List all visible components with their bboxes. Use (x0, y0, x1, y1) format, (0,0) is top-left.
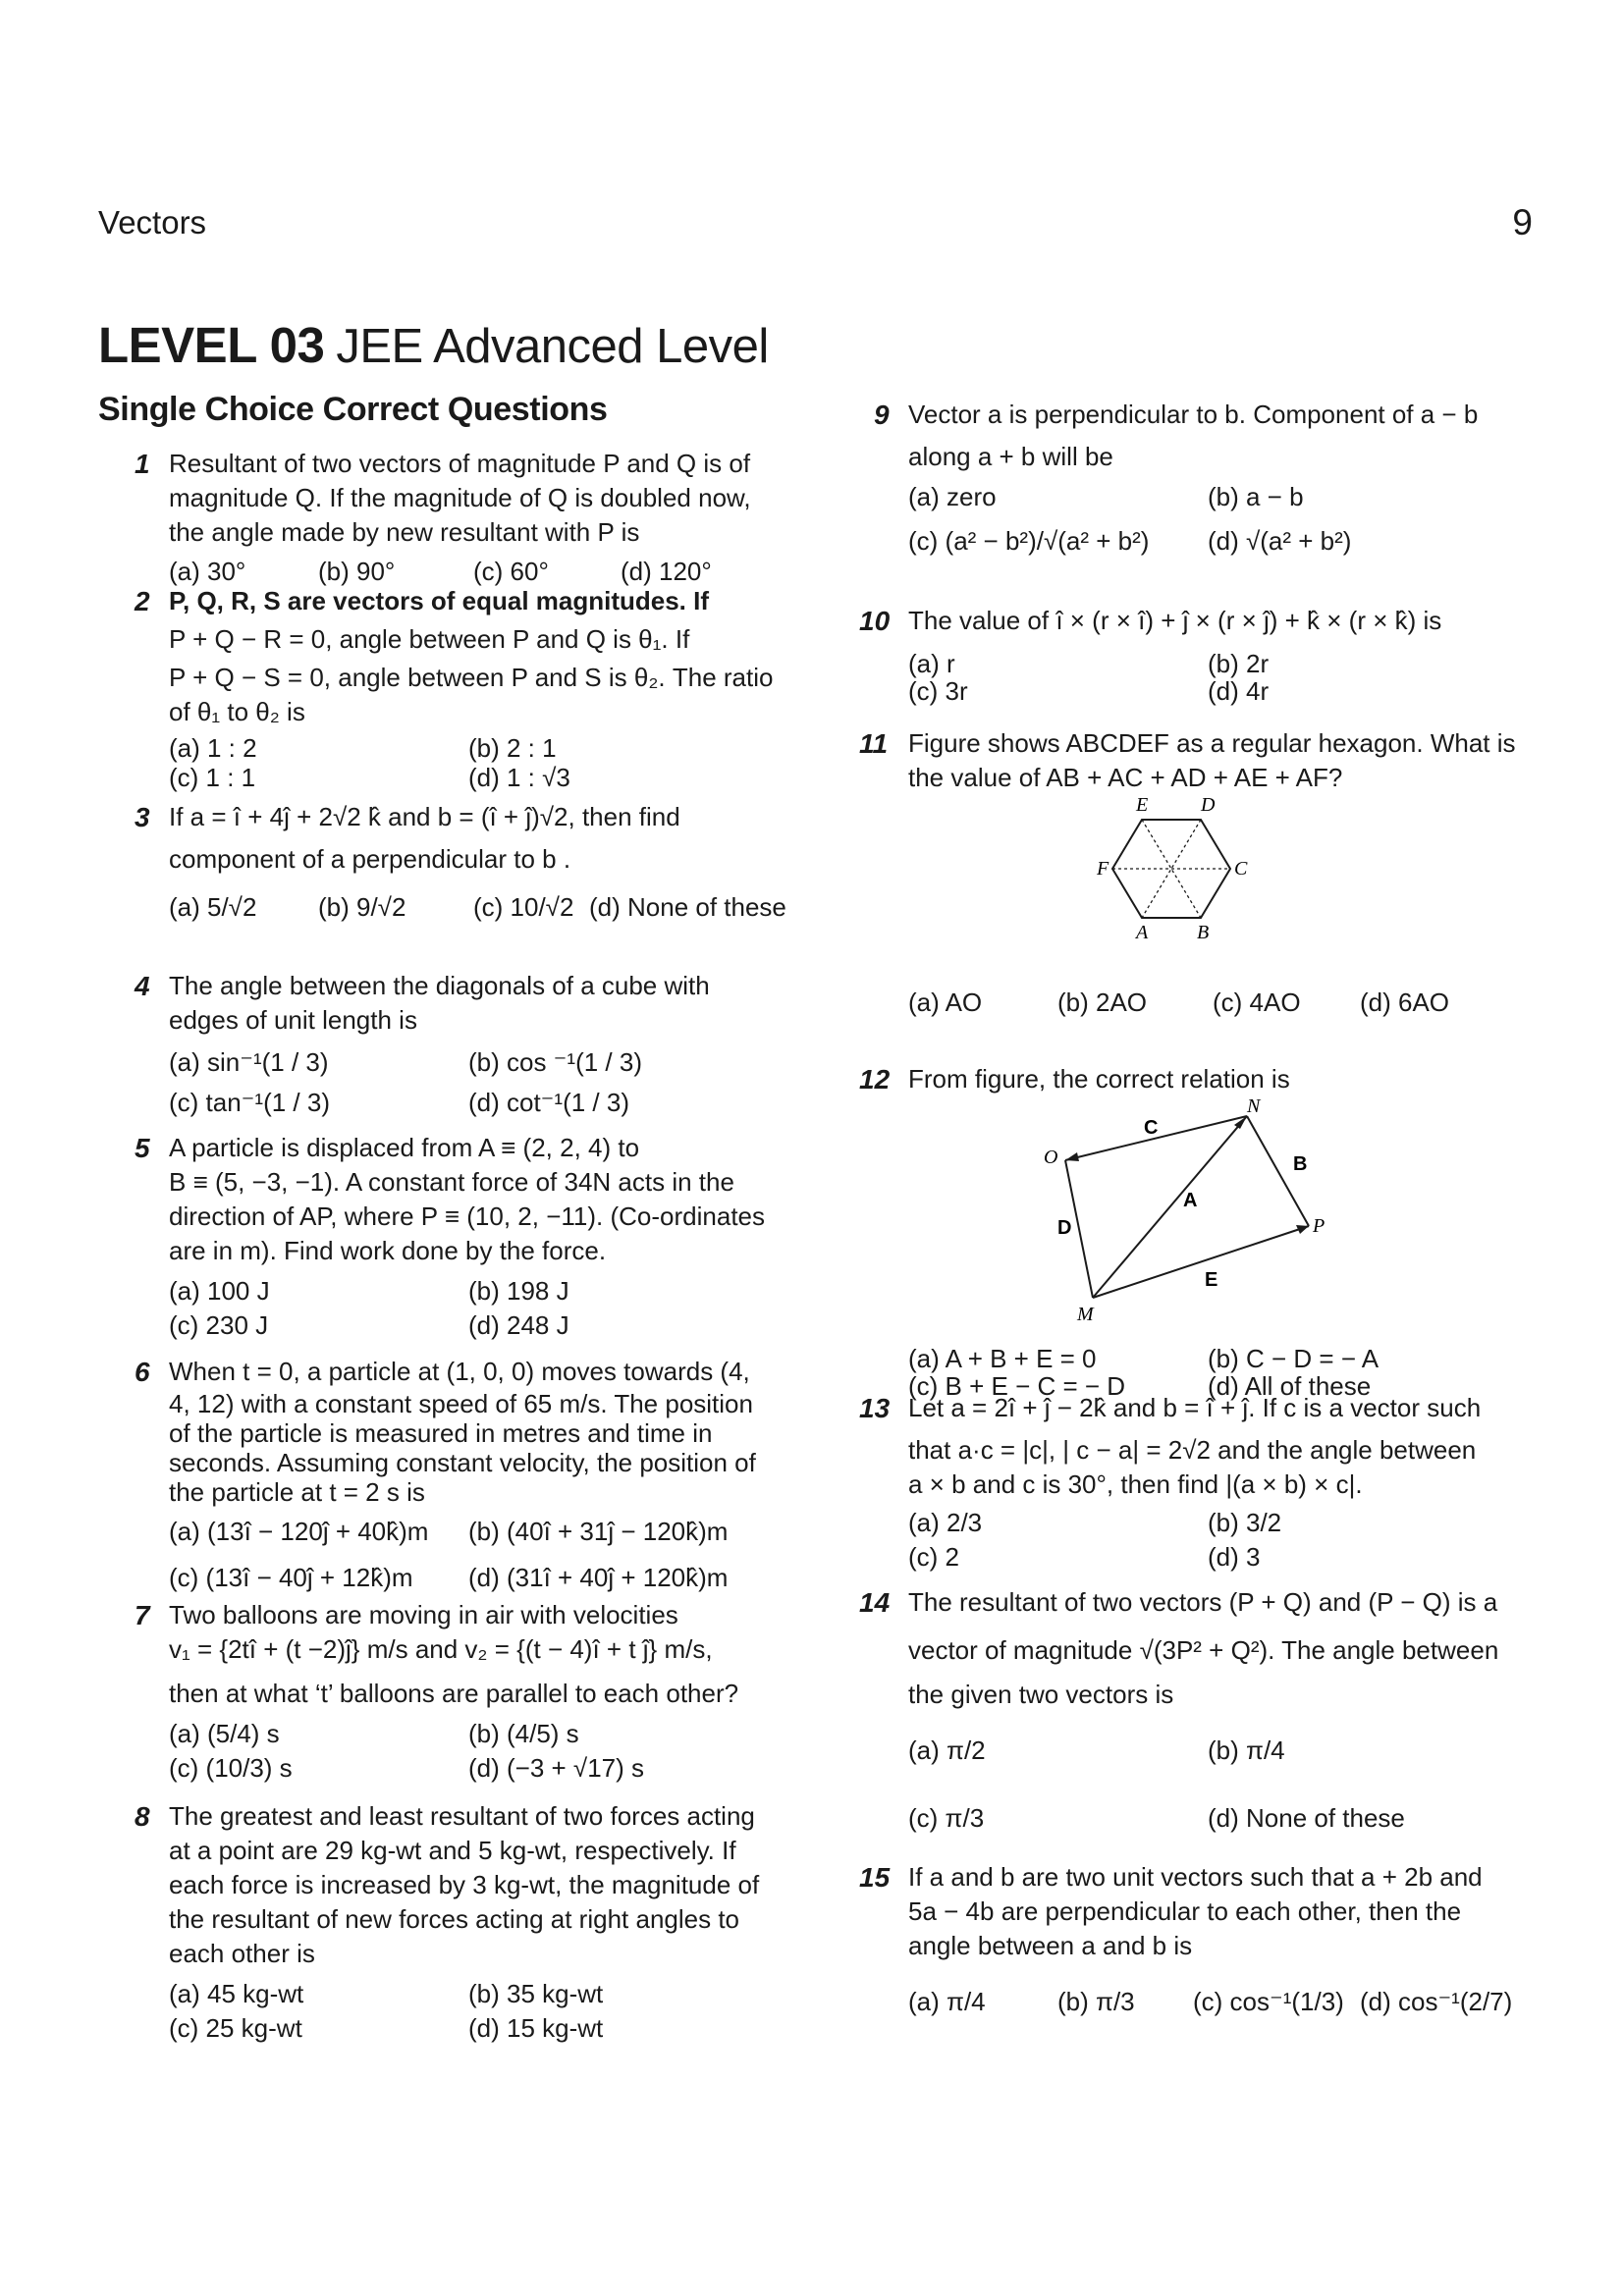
option-a: (a) 30° (169, 557, 246, 586)
option-b: (b) (4/5) s (468, 1719, 579, 1748)
point-label-o: O (1044, 1147, 1058, 1168)
question-7 (135, 1598, 797, 1799)
question-text-line: The value of î × (r × î) + ĵ × (r × ĵ) + k̂ × (r × k̂) is (908, 606, 1442, 635)
question-text-line: a × b and c is 30°, then find |(a × b) × c|. (908, 1469, 1363, 1499)
option-c: (c) 1 : 1 (169, 763, 256, 792)
question-text-line: are in m). Find work done by the force. (169, 1236, 607, 1265)
option-c: (c) 3r (908, 676, 968, 706)
quadrilateral-figure (1036, 1096, 1350, 1327)
level-heading (98, 316, 769, 374)
option-b: (b) 9/√2 (318, 892, 406, 922)
option-a: (a) (13î − 120ĵ + 40k̂)m (169, 1517, 429, 1546)
option-b: (b) (40î + 31ĵ − 120k̂)m (468, 1517, 729, 1546)
option-b: (b) C − D = − A (1208, 1344, 1380, 1373)
question-5 (135, 1131, 797, 1355)
option-c: (c) B + E − C = − D (908, 1371, 1126, 1401)
question-text-line: The angle between the diagonals of a cube with (169, 971, 710, 1000)
question-number: 8 (135, 1801, 150, 1832)
option-a: (a) π/2 (908, 1735, 986, 1765)
question-text-line: angle between a and b is (908, 1931, 1193, 1960)
question-text-line: P, Q, R, S are vectors of equal magnitudes. If (169, 586, 710, 615)
question-4 (135, 969, 797, 1131)
question-text-line: at a point are 29 kg-wt and 5 kg-wt, respectively. If (169, 1836, 736, 1865)
question-text-line: Let a = 2î + ĵ − 2k̂ and b = î + ĵ. If c is a vector such (908, 1393, 1482, 1422)
vector-label-d: D (1057, 1217, 1072, 1239)
question-text-line: Vector a is perpendicular to b. Component of a − b (908, 400, 1479, 429)
option-a: (a) A + B + E = 0 (908, 1344, 1097, 1373)
option-c: (c) 25 kg-wt (169, 2013, 302, 2043)
question-2 (135, 584, 797, 800)
question-number: 11 (859, 728, 889, 759)
option-d: (d) cot⁻¹(1 / 3) (468, 1088, 629, 1117)
vector-label-a: A (1183, 1190, 1198, 1211)
option-d: (d) 248 J (468, 1310, 569, 1340)
question-number: 6 (135, 1357, 150, 1387)
question-text-line: the particle at t = 2 s is (169, 1477, 425, 1507)
question-text-line: When t = 0, a particle at (1, 0, 0) moves towards (4, (169, 1357, 750, 1386)
option-d: (d) (31î + 40ĵ + 120k̂)m (468, 1563, 729, 1592)
chapter-title: Vectors (98, 204, 207, 240)
option-b: (b) 2AO (1057, 988, 1148, 1017)
question-text-line: magnitude Q. If the magnitude of Q is doubled now, (169, 483, 751, 512)
hex-label-f: F (1097, 858, 1109, 880)
question-number: 3 (135, 802, 150, 832)
question-14 (859, 1585, 1537, 1860)
question-text-line: Figure shows ABCDEF as a regular hexagon. What is (908, 728, 1516, 758)
question-text-line: then at what ‘t’ balloons are parallel to each other? (169, 1679, 739, 1708)
question-text-line: From figure, the correct relation is (908, 1064, 1290, 1094)
question-number: 9 (874, 400, 890, 430)
question-number: 10 (859, 606, 891, 636)
option-b: (b) 3/2 (1208, 1508, 1282, 1537)
option-b: (b) 90° (318, 557, 396, 586)
option-c: (c) 230 J (169, 1310, 269, 1340)
question-text-line: the resultant of new forces acting at right angles to (169, 1904, 740, 1934)
option-d: (d) 120° (621, 557, 712, 586)
question-text-line: edges of unit length is (169, 1005, 417, 1035)
question-15 (859, 1860, 1537, 2027)
option-c: (c) π/3 (908, 1803, 985, 1833)
option-a: (a) 1 : 2 (169, 733, 257, 763)
question-text-line: the angle made by new resultant with P is (169, 517, 640, 547)
question-text-line: along a + b will be (908, 442, 1113, 471)
option-d: (d) cos⁻¹(2/7) (1360, 1987, 1513, 2016)
running-header (98, 204, 1533, 253)
option-b: (b) 35 kg-wt (468, 1979, 604, 2008)
question-text-line: v₁ = {2tî + (t −2)ĵ} m/s and v₂ = {(t − 4)î + t ĵ} m/s, (169, 1634, 713, 1664)
question-3 (135, 800, 797, 969)
option-a: (a) π/4 (908, 1987, 986, 2016)
option-d: (d) None of these (1208, 1803, 1405, 1833)
question-text-line: P + Q − R = 0, angle between P and Q is θ₁. If (169, 624, 690, 654)
vector-label-e: E (1205, 1269, 1218, 1291)
question-text-line: each force is increased by 3 kg-wt, the magnitude of (169, 1870, 760, 1899)
question-9 (874, 398, 1537, 604)
option-c: (c) 2 (908, 1542, 959, 1572)
option-a: (a) 100 J (169, 1276, 270, 1306)
section-title: Single Choice Correct Questions (98, 391, 608, 428)
question-number: 14 (859, 1587, 891, 1618)
option-c: (c) 60° (473, 557, 549, 586)
option-c: (c) tan⁻¹(1 / 3) (169, 1088, 330, 1117)
vector-quadrilateral-diagram (1036, 1096, 1350, 1327)
option-a: (a) AO (908, 988, 983, 1017)
option-b: (b) 198 J (468, 1276, 569, 1306)
option-d: (d) √(a² + b²) (1208, 526, 1352, 556)
question-12 (859, 1062, 1537, 1401)
option-a: (a) 45 kg-wt (169, 1979, 304, 2008)
option-d: (d) 6AO (1360, 988, 1450, 1017)
left-column (135, 447, 797, 2045)
question-1 (135, 447, 797, 586)
question-text-line: The greatest and least resultant of two forces acting (169, 1801, 755, 1831)
question-text-line: If a and b are two unit vectors such that a + 2b and (908, 1862, 1483, 1892)
option-d: (d) None of these (589, 892, 786, 922)
option-b: (b) cos ⁻¹(1 / 3) (468, 1047, 642, 1077)
question-text-line: The resultant of two vectors (P + Q) and (P − Q) is a (908, 1587, 1498, 1617)
option-c: (c) (10/3) s (169, 1753, 293, 1783)
question-text-line: B ≡ (5, −3, −1). A constant force of 34N acts in the (169, 1167, 734, 1197)
option-c: (c) cos⁻¹(1/3) (1193, 1987, 1344, 2016)
page-number: 9 (1512, 202, 1533, 242)
level-badge: LEVEL 03 (98, 317, 325, 373)
hex-label-a: A (1136, 922, 1149, 943)
option-d: (d) 3 (1208, 1542, 1261, 1572)
question-number: 5 (135, 1133, 150, 1163)
question-number: 13 (859, 1393, 891, 1423)
point-label-n: N (1247, 1096, 1261, 1117)
option-c: (c) (13î − 40ĵ + 12k̂)m (169, 1563, 413, 1592)
right-column (859, 398, 1537, 2027)
question-text-line: vector of magnitude √(3P² + Q²). The angle between (908, 1635, 1499, 1665)
option-d: (d) 1 : √3 (468, 763, 570, 792)
option-a: (a) 2/3 (908, 1508, 983, 1537)
question-number: 7 (135, 1600, 150, 1630)
option-b: (b) π/3 (1057, 1987, 1135, 2016)
option-d: (d) 4r (1208, 676, 1270, 706)
question-text-line: of θ₁ to θ₂ is (169, 697, 305, 726)
question-text-line: the value of AB + AC + AD + AE + AF? (908, 763, 1343, 792)
option-b: (b) a − b (1208, 482, 1304, 511)
question-6 (135, 1355, 797, 1598)
hexagon-figure (1085, 795, 1291, 982)
question-text-line: 5a − 4b are perpendicular to each other, then the (908, 1896, 1462, 1926)
question-text-line: direction of AP, where P ≡ (10, 2, −11). (Co-ordinates (169, 1201, 766, 1231)
question-text-line: Two balloons are moving in air with velocities (169, 1600, 678, 1629)
question-text-line: that a·c = |c|, | c − a| = 2√2 and the angle between (908, 1435, 1477, 1465)
option-b: (b) 2r (1208, 649, 1270, 678)
hex-label-c: C (1234, 858, 1248, 880)
question-text-line: of the particle is measured in metres and time in (169, 1418, 713, 1448)
option-c: (c) (a² − b²)/√(a² + b²) (908, 526, 1150, 556)
question-number: 4 (135, 971, 150, 1001)
hexagon-diagram (1085, 795, 1291, 982)
question-11 (859, 726, 1537, 1062)
option-b: (b) π/4 (1208, 1735, 1285, 1765)
question-text-line: Resultant of two vectors of magnitude P and Q is of (169, 449, 751, 478)
option-d: (d) 15 kg-wt (468, 2013, 604, 2043)
question-text-line: If a = î + 4ĵ + 2√2 k̂ and b = (î + ĵ)√2, then find (169, 802, 680, 831)
option-b: (b) 2 : 1 (468, 733, 557, 763)
option-a: (a) sin⁻¹(1 / 3) (169, 1047, 329, 1077)
question-text-line: component of a perpendicular to b . (169, 844, 571, 874)
question-text-line: seconds. Assuming constant velocity, the position of (169, 1448, 756, 1477)
option-d: (d) (−3 + √17) s (468, 1753, 645, 1783)
option-a: (a) r (908, 649, 955, 678)
question-text-line: each other is (169, 1939, 315, 1968)
option-a: (a) (5/4) s (169, 1719, 280, 1748)
question-text-line: A particle is displaced from A ≡ (2, 2, 4) to (169, 1133, 640, 1162)
hex-label-e: E (1136, 795, 1149, 816)
option-c: (c) 10/√2 (473, 892, 574, 922)
question-number: 12 (859, 1064, 891, 1095)
question-number: 15 (859, 1862, 891, 1893)
question-text-line: the given two vectors is (908, 1680, 1174, 1709)
question-number: 1 (135, 449, 150, 479)
level-title: JEE Advanced Level (336, 320, 769, 373)
option-c: (c) 4AO (1213, 988, 1301, 1017)
question-8 (135, 1799, 797, 2045)
vector-label-b: B (1293, 1153, 1308, 1175)
hex-label-d: D (1201, 795, 1216, 816)
question-text-line: 4, 12) with a constant speed of 65 m/s. The position (169, 1389, 753, 1418)
point-label-p: P (1313, 1215, 1325, 1237)
point-label-m: M (1077, 1304, 1094, 1325)
question-10 (859, 604, 1537, 726)
vector-label-c: C (1144, 1117, 1159, 1139)
question-13 (859, 1391, 1537, 1585)
question-text-line: P + Q − S = 0, angle between P and S is θ₂. The ratio (169, 663, 774, 692)
option-a: (a) zero (908, 482, 997, 511)
option-a: (a) 5/√2 (169, 892, 257, 922)
question-number: 2 (135, 586, 150, 616)
hex-label-b: B (1197, 922, 1210, 943)
option-d: (d) All of these (1208, 1371, 1372, 1401)
